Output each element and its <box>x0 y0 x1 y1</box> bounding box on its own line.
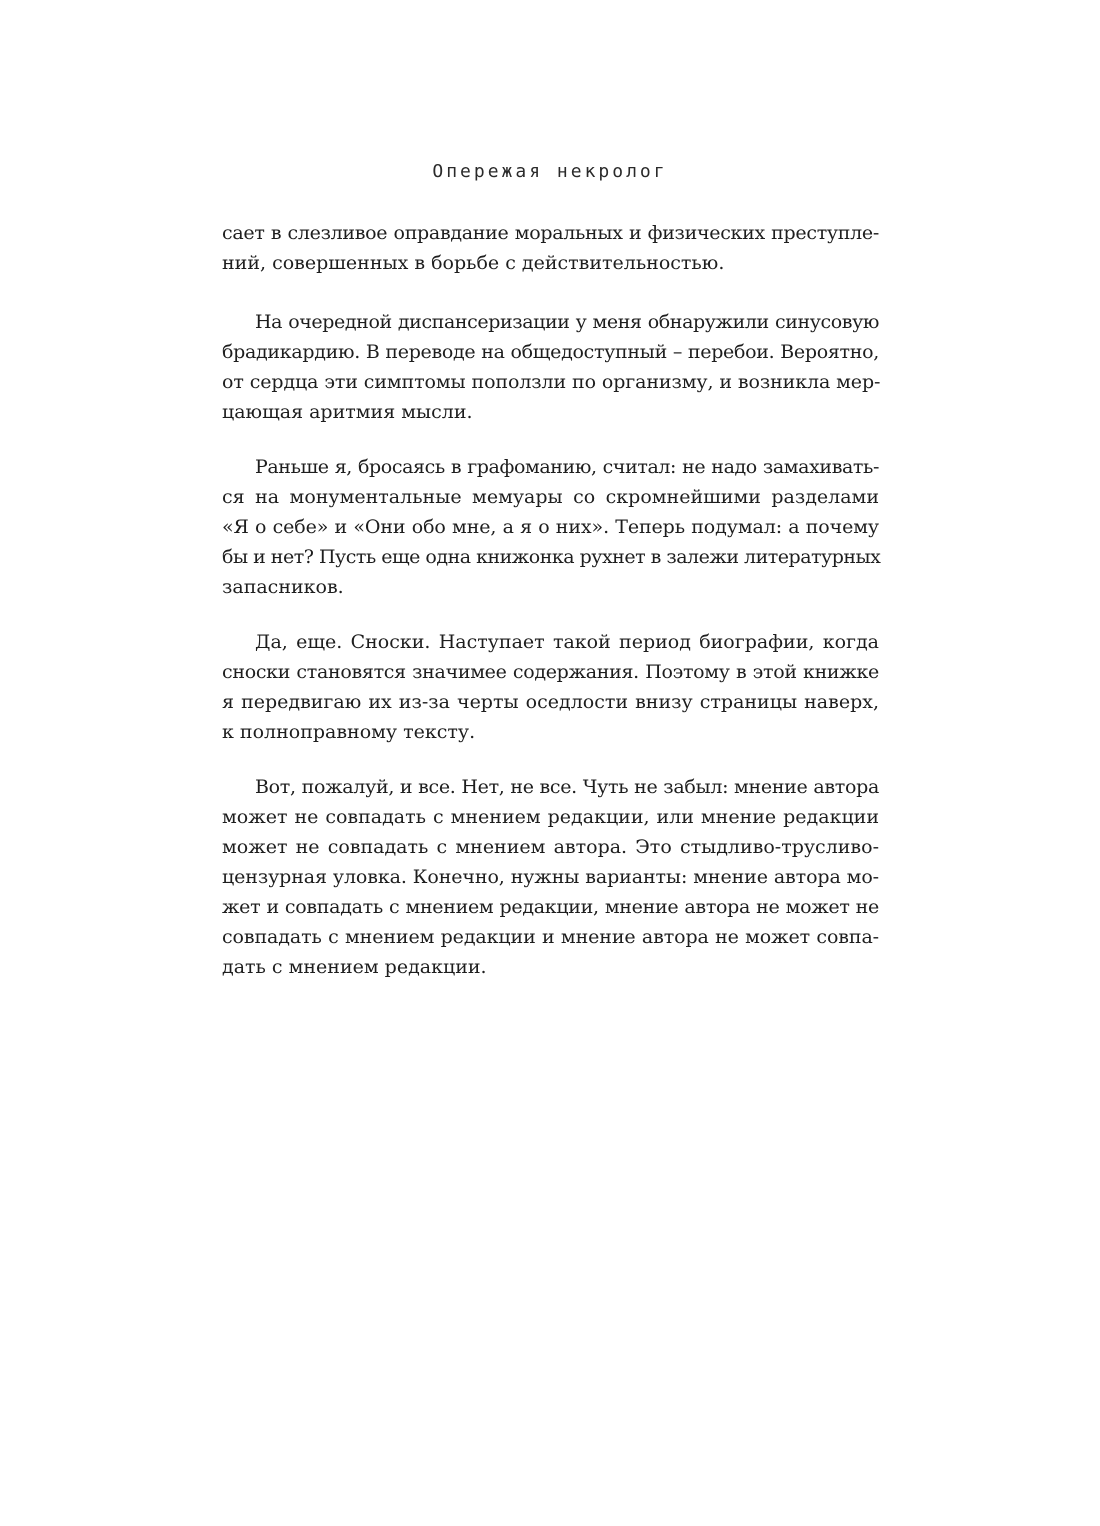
paragraph-2 <box>222 307 879 427</box>
paragraph-1 <box>222 218 879 278</box>
paragraph-5 <box>222 772 879 982</box>
text-line: бы и нет? Пусть еще одна книжонка рухнет в залежи литературных <box>222 546 881 568</box>
running-header: Опережая некролог <box>432 161 668 182</box>
text-line: запасников. <box>222 576 344 598</box>
text-line: ний, совершенных в борьбе с действительностью. <box>222 252 725 274</box>
text-line: может не совпадать с мнением автора. Это стыдливо-трусливо- <box>222 836 879 858</box>
text-line: я передвигаю их из-за черты оседлости внизу страницы наверх, <box>222 691 879 713</box>
text-line: цающая аритмия мысли. <box>222 401 473 423</box>
text-line: сает в слезливое оправдание моральных и физических преступле- <box>222 222 879 244</box>
text-line: ся на монументальные мемуары со скромнейшими разделами <box>222 486 879 508</box>
text-line: к полноправному тексту. <box>222 721 476 743</box>
text-line: Да, еще. Сноски. Наступает такой период биографии, когда <box>255 631 879 653</box>
paragraph-4 <box>222 627 879 747</box>
text-line: от сердца эти симптомы поползли по организму, и возникла мер- <box>222 371 881 393</box>
text-line: жет и совпадать с мнением редакции, мнение автора не может не <box>222 896 879 918</box>
text-line: Вот, пожалуй, и все. Нет, не все. Чуть не забыл: мнение автора <box>255 776 879 798</box>
text-line: Раньше я, бросаясь в графоманию, считал: не надо замахивать- <box>255 456 879 478</box>
text-line: может не совпадать с мнением редакции, или мнение редакции <box>222 806 879 828</box>
text-line: «Я о себе» и «Они обо мне, а я о них». Теперь подумал: а почему <box>222 516 879 538</box>
text-line: цензурная уловка. Конечно, нужны варианты: мнение автора мо- <box>222 866 879 888</box>
text-line: сноски становятся значимее содержания. Поэтому в этой книжке <box>222 661 879 683</box>
text-line: совпадать с мнением редакции и мнение автора не может совпа- <box>222 926 879 948</box>
paragraph-3 <box>222 452 879 602</box>
text-line: дать с мнением редакции. <box>222 956 487 978</box>
text-line: брадикардию. В переводе на общедоступный – перебои. Вероятно, <box>222 341 879 363</box>
text-line: На очередной диспансеризации у меня обнаружили синусовую <box>255 311 879 333</box>
